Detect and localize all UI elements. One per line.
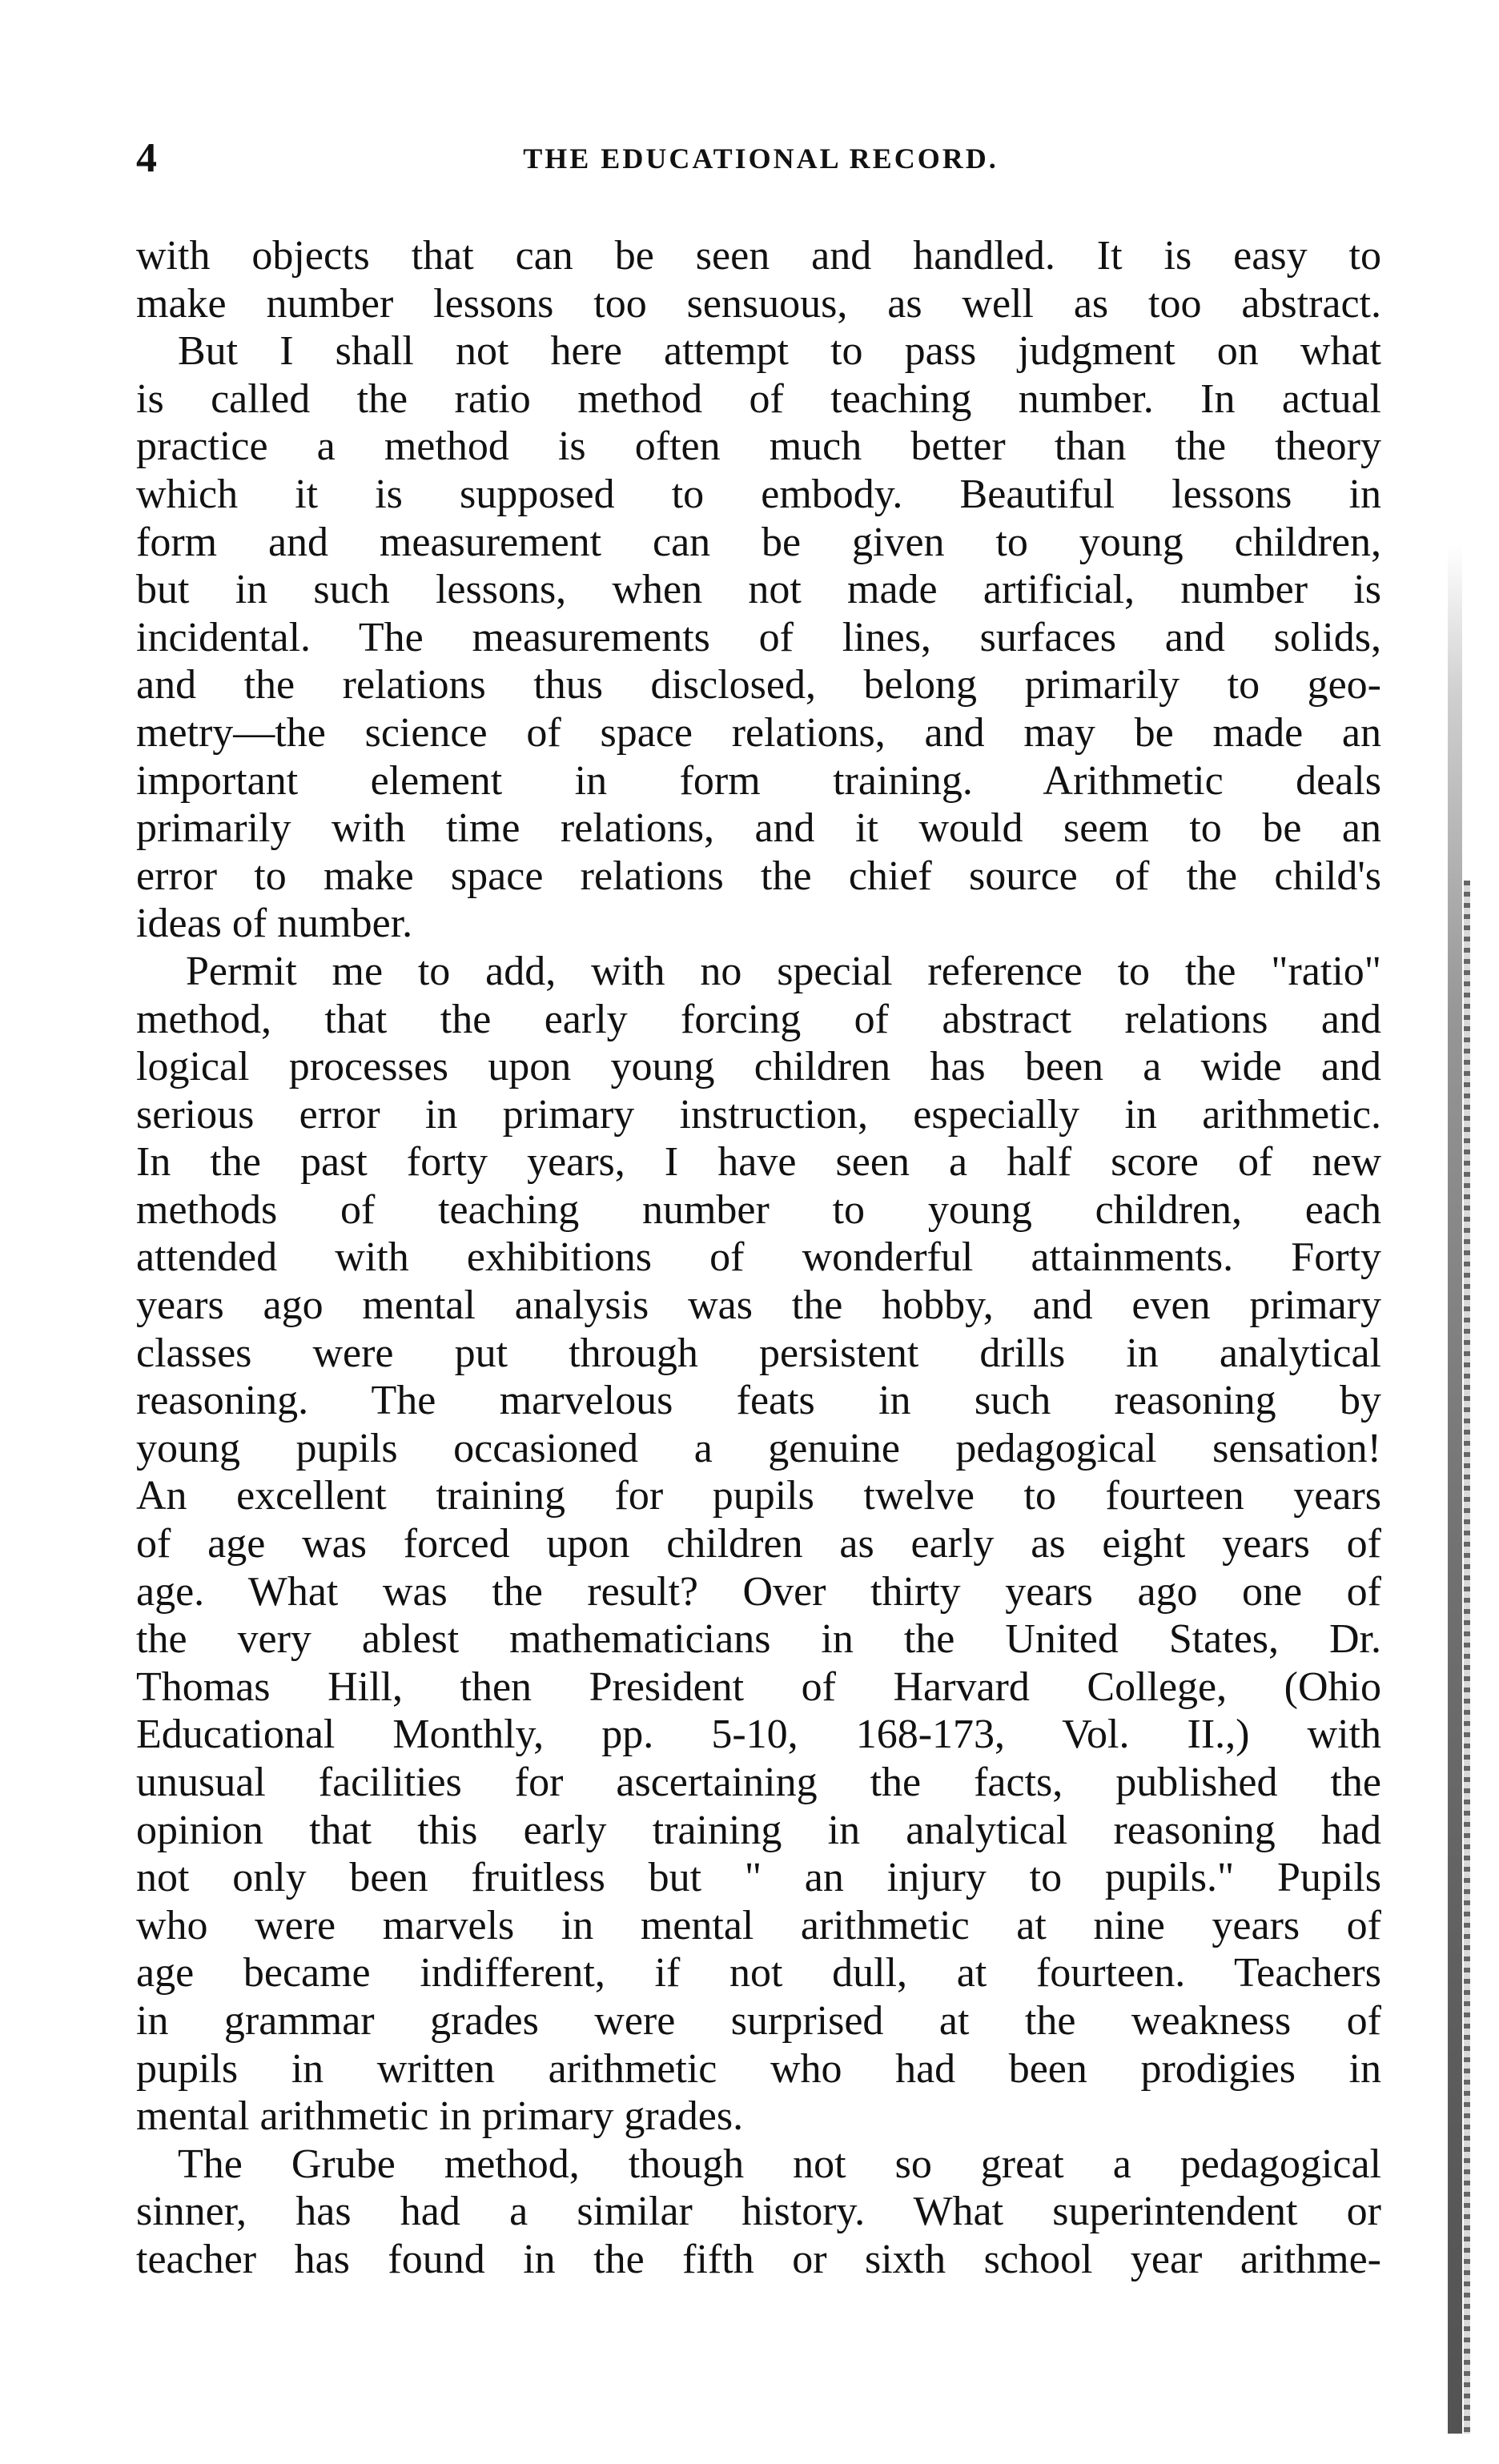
text-line: with objects that can be seen and handled. It is easy to bbox=[136, 233, 1381, 279]
text-line: incidental. The measurements of lines, surfaces and solids, bbox=[136, 614, 1381, 660]
text-line: logical processes upon young children has been a wide and bbox=[136, 1044, 1381, 1090]
text-line: of age was forced upon children as early as eight years of bbox=[136, 1521, 1381, 1567]
text-line: is called the ratio method of teaching number. In actual bbox=[136, 375, 1381, 422]
text-line: An excellent training for pupils twelve to fourteen years bbox=[136, 1473, 1381, 1519]
text-line: in grammar grades were surprised at the weakness of bbox=[136, 1997, 1381, 2044]
text-line: which it is supposed to embody. Beautiful lessons in bbox=[136, 471, 1381, 517]
text-line: who were marvels in mental arithmetic at nine years of bbox=[136, 1902, 1381, 1948]
body-text bbox=[136, 232, 1381, 2284]
text-line: attended with exhibitions of wonderful attainments. Forty bbox=[136, 1234, 1381, 1281]
text-line: practice a method is often much better than the theory bbox=[136, 423, 1381, 470]
page-edge-shadow bbox=[1448, 544, 1462, 2434]
text-line: sinner, has had a similar history. What superintendent or bbox=[136, 2189, 1381, 2235]
page-number: 4 bbox=[136, 135, 157, 181]
text-line: form and measurement can be given to young children, bbox=[136, 519, 1381, 565]
text-line: ideas of number. bbox=[136, 901, 413, 947]
text-line: young pupils occasioned a genuine pedagogical sensation! bbox=[136, 1425, 1381, 1471]
text-line: not only been fruitless but " an injury to pupils." Pupils bbox=[136, 1855, 1381, 1901]
text-line: serious error in primary instruction, especially in arithmetic. bbox=[136, 1091, 1381, 1138]
running-head: THE EDUCATIONAL RECORD. bbox=[523, 142, 999, 175]
text-line: unusual facilities for ascertaining the facts, published the bbox=[136, 1760, 1381, 1805]
text-line: mental arithmetic in primary grades. bbox=[136, 2093, 744, 2140]
text-line: and the relations thus disclosed, belong primarily to geo- bbox=[136, 662, 1381, 708]
text-line: error to make space relations the chief source of the child's bbox=[136, 853, 1381, 899]
text-line: Educational Monthly, pp. 5-10, 168-173, Vol. II.,) with bbox=[136, 1712, 1381, 1758]
text-line: metry—the science of space relations, and may be made an bbox=[136, 709, 1381, 756]
text-line: The Grube method, though not so great a pedagogical bbox=[178, 2141, 1381, 2187]
text-line: Thomas Hill, then President of Harvard College, (Ohio bbox=[136, 1663, 1381, 1710]
text-line: Permit me to add, with no special reference to the "ratio" bbox=[186, 948, 1381, 994]
text-line: opinion that this early training in analytical reasoning had bbox=[136, 1807, 1381, 1853]
text-line: method, that the early forcing of abstract relations and bbox=[136, 996, 1381, 1042]
text-line: age. What was the result? Over thirty years ago one of bbox=[136, 1568, 1381, 1615]
text-line: pupils in written arithmetic who had been prodigies in bbox=[136, 2045, 1381, 2092]
page-edge-binding bbox=[1464, 881, 1470, 2434]
text-line: In the past forty years, I have seen a half score of new bbox=[136, 1139, 1381, 1186]
text-line: important element in form training. Arithmetic deals bbox=[136, 757, 1381, 804]
page-header bbox=[136, 134, 1385, 183]
text-line: classes were put through persistent drills in analytical bbox=[136, 1330, 1381, 1376]
text-line: but in such lessons, when not made artificial, number is bbox=[136, 567, 1381, 613]
text-line: primarily with time relations, and it would seem to be an bbox=[136, 805, 1381, 852]
text-line: methods of teaching number to young children, each bbox=[136, 1186, 1381, 1233]
text-line: teacher has found in the fifth or sixth school year arithme- bbox=[136, 2236, 1381, 2282]
text-line: But I shall not here attempt to pass judgment on what bbox=[178, 328, 1381, 375]
text-line: reasoning. The marvelous feats in such reasoning by bbox=[136, 1378, 1381, 1424]
text-line: age became indifferent, if not dull, at fourteen. Teachers bbox=[136, 1950, 1381, 1996]
text-line: years ago mental analysis was the hobby, and even primary bbox=[136, 1282, 1381, 1329]
text-line: the very ablest mathematicians in the United States, Dr. bbox=[136, 1616, 1381, 1663]
text-line: make number lessons too sensuous, as well as too abstract. bbox=[136, 280, 1381, 327]
